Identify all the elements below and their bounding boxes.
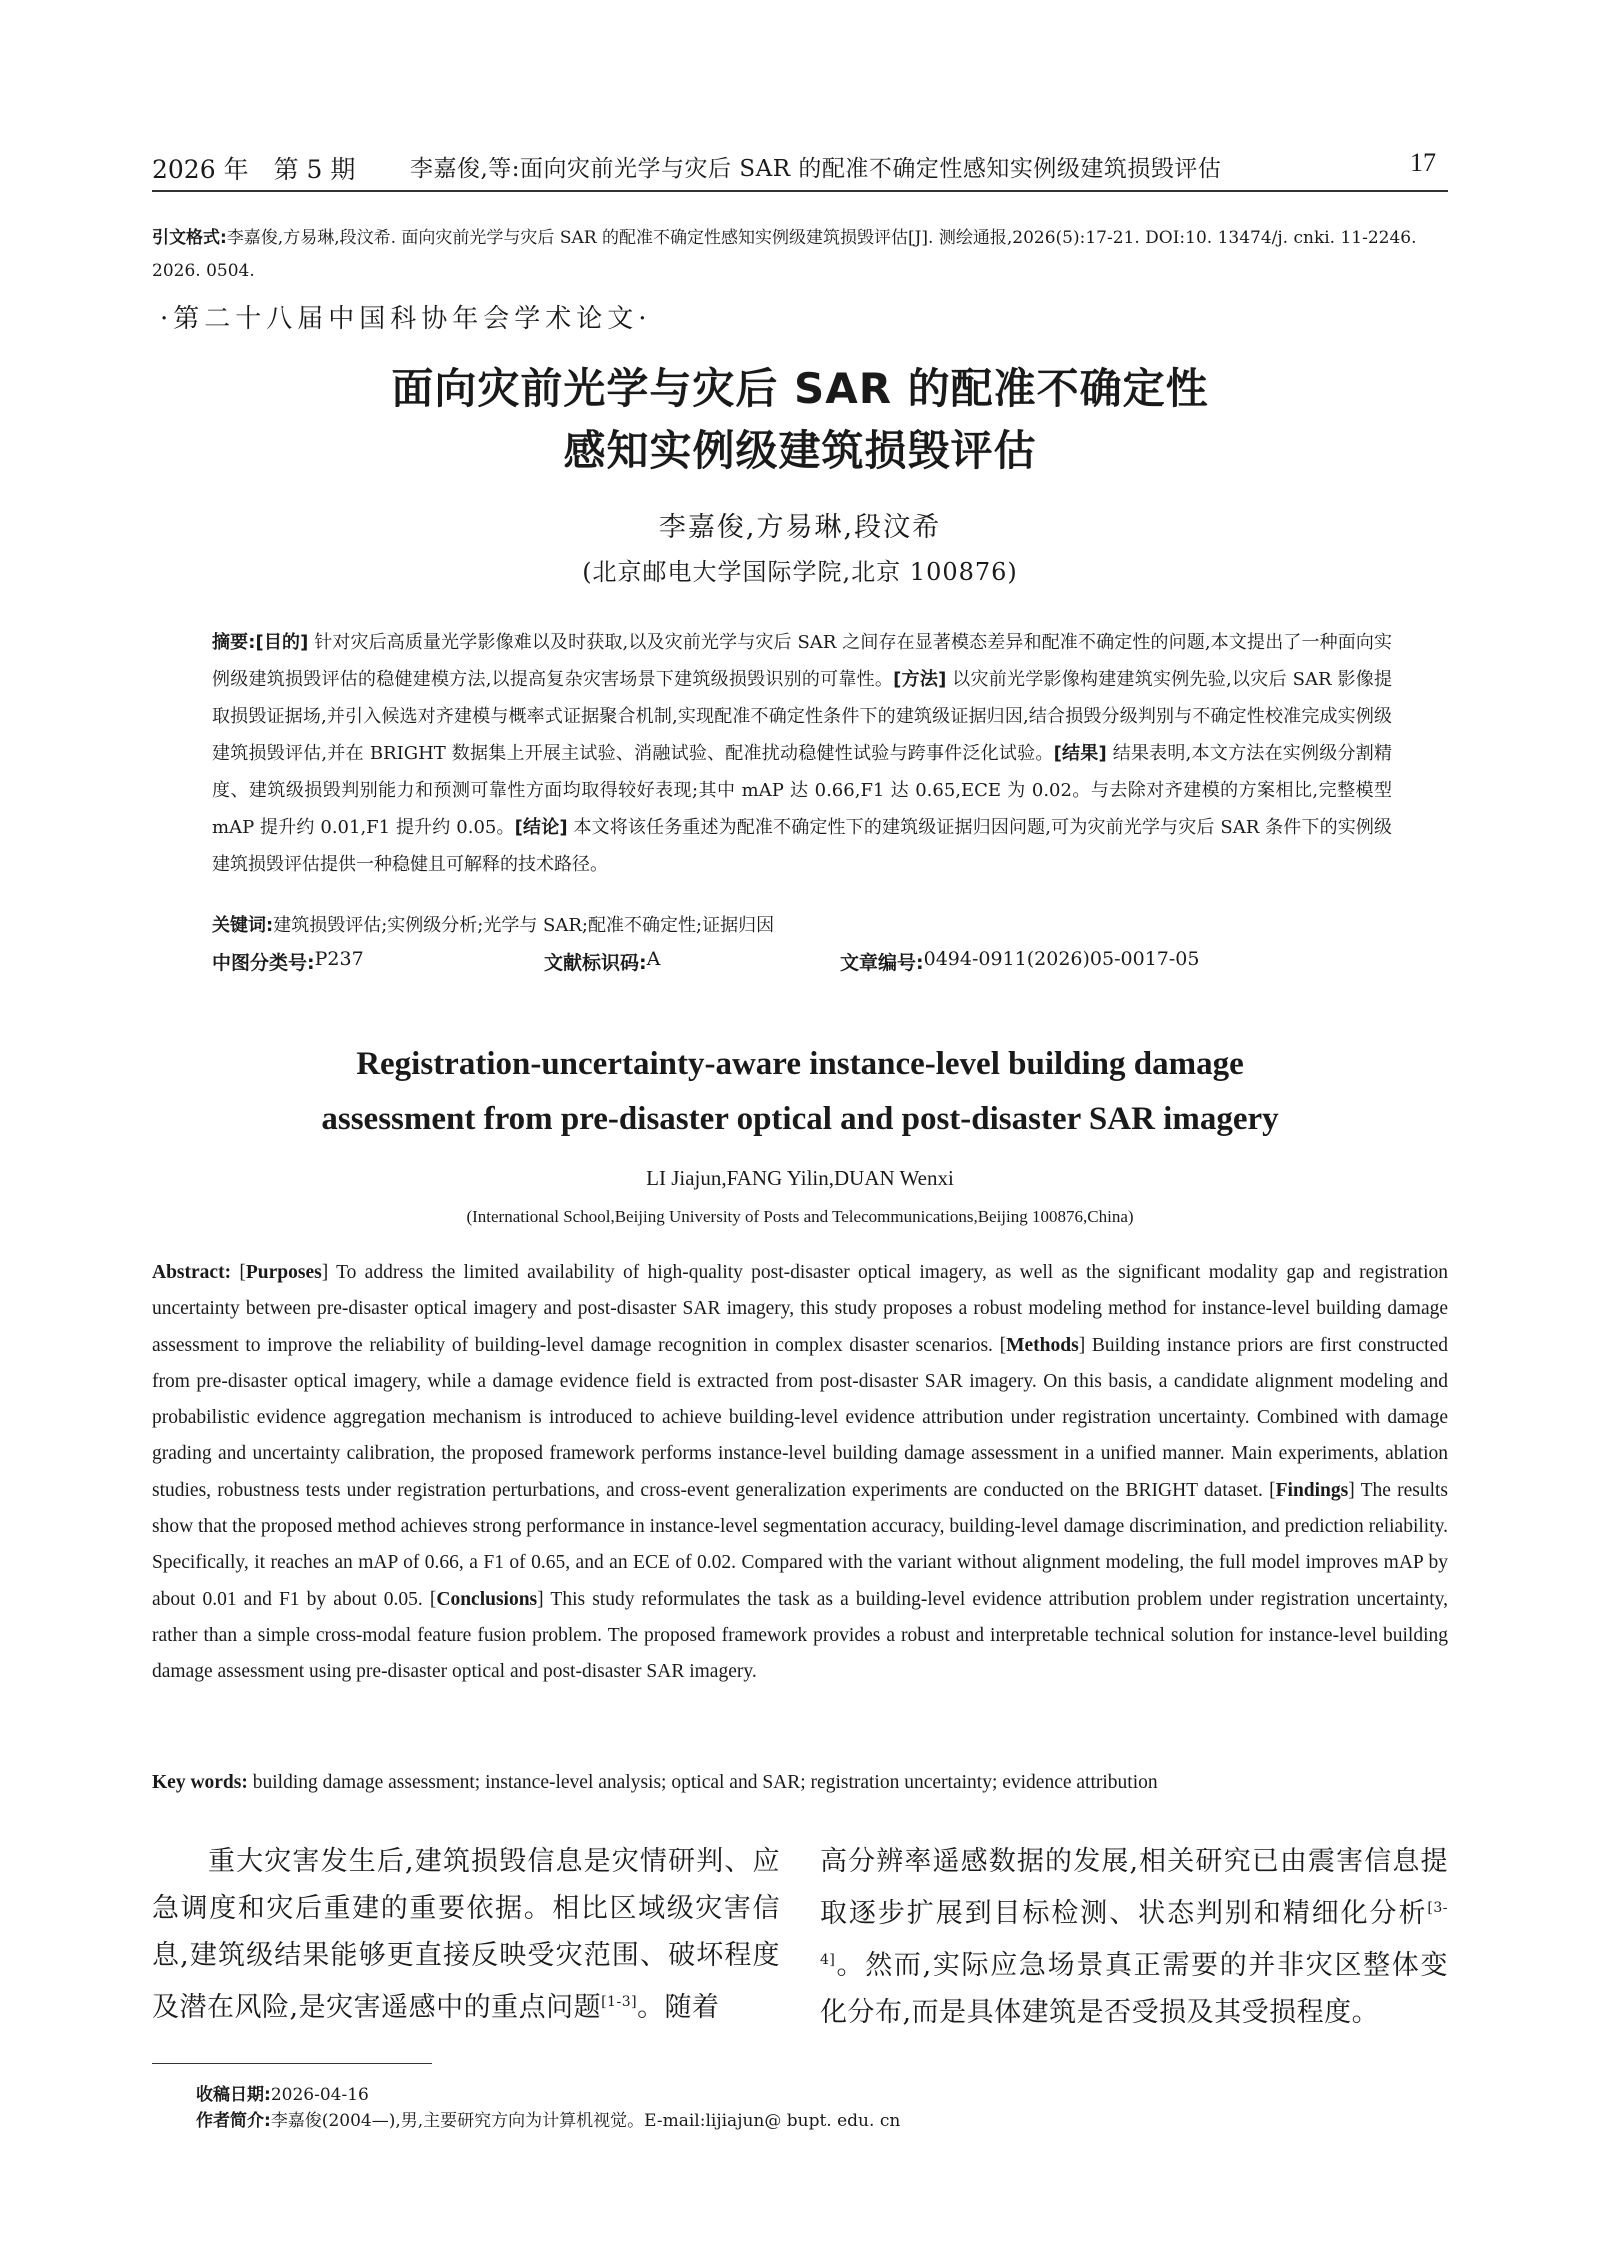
en-keywords bbox=[152, 1772, 1448, 1794]
cn-title-line2: 感知实例级建筑损毁评估 bbox=[563, 426, 1037, 475]
en-title-line1: Registration-uncertainty-aware instance-level building damage bbox=[356, 1046, 1244, 1082]
cn-title-line1: 面向灾前光学与灾后 SAR 的配准不确定性 bbox=[391, 364, 1209, 413]
cn-conclusions-tag: [结论] bbox=[514, 817, 568, 838]
en-authors: LI Jiajun,FANG Yilin,DUAN Wenxi bbox=[646, 1166, 954, 1190]
body-column-right bbox=[820, 1838, 1448, 2036]
body-column-left bbox=[152, 1838, 780, 2031]
cn-keywords-label: 关键词: bbox=[212, 915, 274, 936]
cn-methods-tag: [方法] bbox=[893, 669, 947, 690]
author-bio: 作者简介:李嘉俊(2004—),男,主要研究方向为计算机视觉。E-mail:lijiajun@ bupt. edu. cn bbox=[196, 2111, 901, 2131]
en-findings-text: The results show that the proposed method achieves strong performance in instance-level segmentation accuracy, building-level damage discrimination, and prediction reliability. Specifically, it reaches an mAP of 0.66, a F1 of 0.65, and an ECE of 0.02. Compared with the variant without alignment modeling, the full model improves mAP by about 0.01 and F1 by about 0.05. bbox=[152, 1479, 1448, 1610]
issue-label: 2026 年 第 5 期 bbox=[152, 155, 356, 184]
cn-affiliation: (北京邮电大学国际学院,北京 100876) bbox=[582, 558, 1018, 586]
en-affiliation: (International School,Beijing University of Posts and Telecommunications,Beijing 100876,China) bbox=[466, 1207, 1134, 1226]
cn-title bbox=[0, 358, 1600, 482]
cn-methods-text: 以灾前光学影像构建建筑实例先验,以灾后 SAR 影像提取损毁证据场,并引入候选对齐建模与概率式证据聚合机制,实现配准不确定性条件下的建筑级证据归因,结合损毁分级判别与不确定性校准完成实例级建筑损毁评估,并在 BRIGHT 数据集上开展主试验、消融试验、配准扰动稳健性试验与跨事件泛化试验。 bbox=[212, 669, 1393, 764]
citation-block bbox=[152, 222, 1448, 288]
article-no-field: 文章编号: 0494-0911(2026)05-0017-05 bbox=[840, 948, 1200, 974]
running-title: 李嘉俊,等:面向灾前光学与灾后 SAR 的配准不确定性感知实例级建筑损毁评估 bbox=[410, 156, 1222, 182]
en-abstract: Abstract: [Purposes] To address the limited availability of high-quality post-disaster optical imagery, as well as the significant modality gap and registration uncertainty between pre-disaster optical imagery and post-disaster SAR imagery, this study proposes a robust modeling method for instance-level building damage assessment to improve the reliability of building-level damage recognition in complex disaster scenarios. [Methods] Building instance priors are first constructed from pre-disaster optical imagery, while a damage evidence field is extracted from post-disaster SAR imagery. On this basis, a candidate alignment modeling and probabilistic evidence aggregation mechanism is introduced to achieve building-level evidence attribution under registration uncertainty. Combined with damage grading and uncertainty calibration, the proposed framework performs instance-level building damage assessment in a unified manner. Main experiments, ablation studies, robustness tests under registration perturbations, and cross-event generalization experiments are conducted on the BRIGHT dataset. [Findings] The results show that the proposed method achieves strong performance in instance-level segmentation accuracy, building-level damage discrimination, and prediction reliability. Specifically, it reaches an mAP of 0.66, a F1 of 0.65, and an ECE of 0.02. Compared with the variant without alignment modeling, the full model improves mAP by about 0.01 and F1 by about 0.05. [Conclusions] This study reformulates the task as a building-level evidence attribution problem under registration uncertainty, rather than a simple cross-modal feature fusion problem. The proposed framework provides a robust and interpretable technical solution for instance-level building damage assessment using pre-disaster optical and post-disaster SAR imagery. bbox=[152, 1262, 1448, 1683]
en-conclusions-tag: Conclusions bbox=[436, 1588, 538, 1610]
en-methods-text: Building instance priors are first constructed from pre-disaster optical imagery, while a damage evidence field is extracted from post-disaster SAR imagery. On this basis, a candidate alignment modeling and probabilistic evidence aggregation mechanism is introduced to achieve building-level evidence attribution under registration uncertainty. Combined with damage grading and uncertainty calibration, the proposed framework performs instance-level building damage assessment in a unified manner. Main experiments, ablation studies, robustness tests under registration perturbations, and cross-event generalization experiments are conducted on the BRIGHT dataset. bbox=[152, 1334, 1448, 1501]
cn-keywords bbox=[212, 911, 774, 937]
cn-purpose-tag: [目的] bbox=[255, 632, 309, 653]
header-rule bbox=[152, 190, 1448, 192]
body-left-text: 重大灾害发生后,建筑损毁信息是灾情研判、应急调度和灾后重建的重要依据。相比区域级灾害信息,建筑级结果能够更直接反映受灾范围、破坏程度及潜在风险,是灾害遥感中的重点问题 bbox=[152, 1846, 780, 2023]
body-right-text: 高分辨率遥感数据的发展,相关研究已由震害信息提取逐步扩展到目标检测、状态判别和精细化分析 bbox=[820, 1846, 1448, 1929]
section-label: ·第二十八届中国科协年会学术论文· bbox=[160, 304, 652, 334]
en-abstract-label: Abstract: bbox=[152, 1262, 232, 1283]
footnote bbox=[196, 2082, 900, 2134]
doc-code-field: 文献标识码: A bbox=[544, 948, 661, 974]
en-title bbox=[0, 1037, 1600, 1147]
body-left-tail: 。随着 bbox=[637, 1992, 720, 2023]
en-keywords-label: Key words: bbox=[152, 1772, 248, 1793]
clc-field: 中图分类号: P237 bbox=[212, 948, 364, 974]
classification-row bbox=[212, 948, 1392, 978]
page-number: 17 bbox=[1410, 148, 1436, 177]
cn-abstract-label: 摘要: bbox=[212, 632, 256, 653]
cn-conclusions-text: 本文将该任务重述为配准不确定性下的建筑级证据归因问题,可为灾前光学与灾后 SAR 条件下的实例级建筑损毁评估提供一种稳健且可解释的技术路径。 bbox=[212, 817, 1393, 875]
cn-findings-text: 结果表明,本文方法在实例级分割精度、建筑级损毁判别能力和预测可靠性方面均取得较好表现;其中 mAP 达 0.66,F1 达 0.65,ECE 为 0.02。与去除对齐建模的方案相比,完整模型 mAP 提升约 0.01,F1 提升约 0.05。 bbox=[212, 743, 1392, 838]
ref-3-4: [3-4] bbox=[820, 1900, 1448, 1968]
citation-label: 引文格式: bbox=[152, 228, 227, 248]
en-methods-tag: Methods bbox=[1006, 1334, 1079, 1356]
cn-authors: 李嘉俊,方易琳,段汶希 bbox=[658, 512, 942, 543]
en-findings-tag: Findings bbox=[1275, 1479, 1349, 1501]
ref-1-3: [1-3] bbox=[601, 1994, 638, 2010]
en-keywords-text: building damage assessment; instance-level analysis; optical and SAR; registration uncertainty; evidence attribution bbox=[247, 1772, 1158, 1793]
received-date: 收稿日期:2026-04-16 bbox=[196, 2085, 369, 2105]
en-conclusions-text: This study reformulates the task as a building-level evidence attribution problem under registration uncertainty, rather than a simple cross-modal feature fusion problem. The proposed framework provides a robust and interpretable technical solution for instance-level building damage assessment using pre-disaster optical and post-disaster SAR imagery. bbox=[152, 1588, 1448, 1683]
cn-findings-tag: [结果] bbox=[1053, 743, 1107, 764]
body-right-tail: 。然而,实际应急场景真正需要的并非灾区整体变化分布,而是具体建筑是否受损及其受损程度。 bbox=[820, 1950, 1448, 2028]
cn-purpose-text: 针对灾后高质量光学影像难以及时获取,以及灾前光学与灾后 SAR 之间存在显著模态差异和配准不确定性的问题,本文提出了一种面向实例级建筑损毁评估的稳健建模方法,以提高复杂灾害场景下建筑级损毁识别的可靠性。 bbox=[212, 632, 1393, 690]
citation-text: 李嘉俊,方易琳,段汶希. 面向灾前光学与灾后 SAR 的配准不确定性感知实例级建筑损毁评估[J]. 测绘通报,2026(5):17-21. DOI:10. 13474/j. cnki. 11-2246. 2026. 0504. bbox=[152, 228, 1417, 281]
cn-keywords-text: 建筑损毁评估;实例级分析;光学与 SAR;配准不确定性;证据归因 bbox=[273, 915, 775, 936]
en-purposes-text: To address the limited availability of high-quality post-disaster optical imagery, as well as the significant modality gap and registration uncertainty between pre-disaster optical imagery and post-disaster SAR imagery, this study proposes a robust modeling method for instance-level building damage assessment to improve the reliability of building-level damage recognition in complex disaster scenarios. bbox=[152, 1262, 1448, 1356]
footnote-rule bbox=[152, 2063, 432, 2064]
cn-abstract bbox=[212, 624, 1392, 883]
en-purposes-tag: Purposes bbox=[245, 1262, 322, 1283]
en-title-line2: assessment from pre-disaster optical and post-disaster SAR imagery bbox=[321, 1101, 1279, 1137]
